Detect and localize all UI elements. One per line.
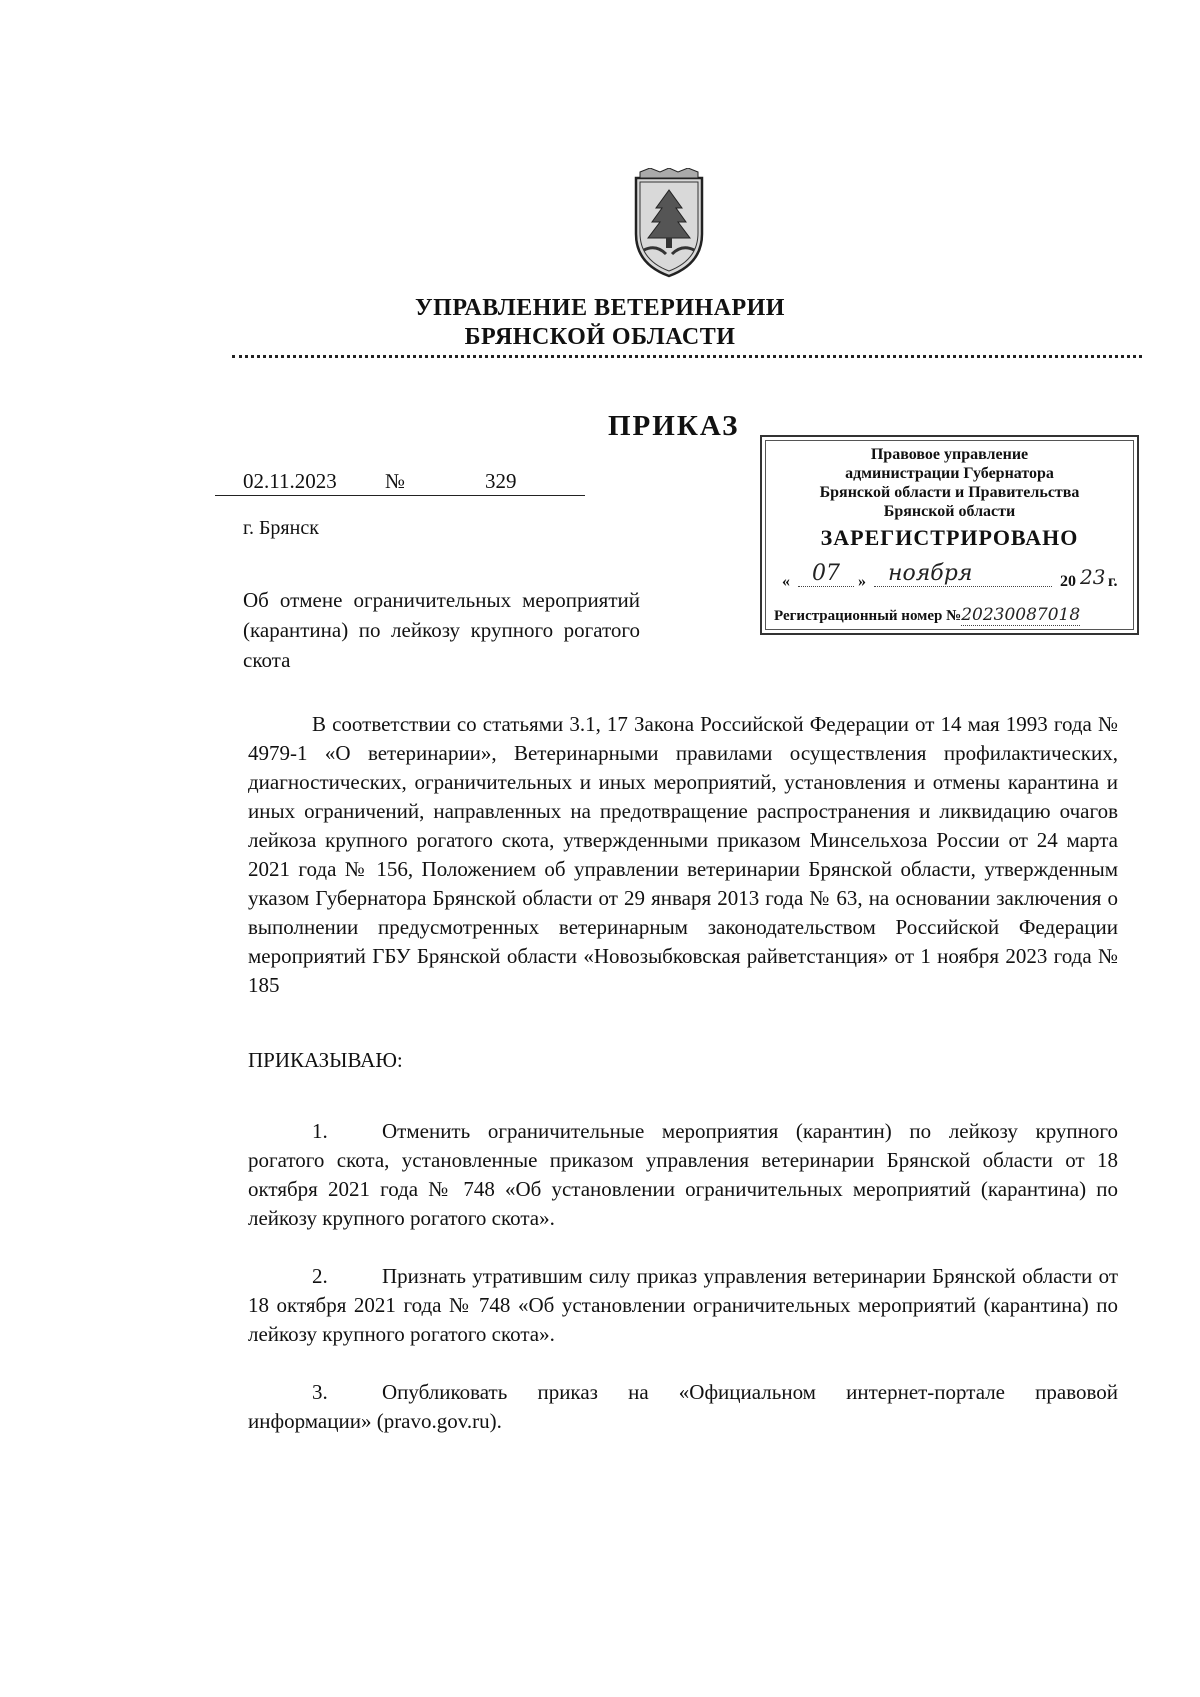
order-item-number: 2. — [312, 1264, 328, 1288]
stamp-org-line4: Брянской области — [883, 503, 1016, 520]
order-word: ПРИКАЗЫВАЮ: — [248, 1048, 403, 1072]
stamp-regno-row — [774, 605, 1129, 625]
stamp-org-line1: Правовое управление — [870, 446, 1029, 463]
stamp-regno-label: Регистрационный номер № — [774, 608, 962, 624]
document-subject: Об отмене ограничительных мероприятий (карантина) по лейкозу крупного рогатого скота — [243, 588, 640, 672]
order-item-text: Опубликовать приказ на «Официальном интернет-портале правовой информации» (pravo.gov.ru). — [248, 1380, 1118, 1433]
order-item-text: Отменить ограничительные мероприятия (карантин) по лейкозу крупного рогатого скота, установленные приказом управления ветеринарии Брянской области от 18 октября 2021 года № 748 «Об установлении ограничительных мероприятий (карантина) по лейкозу крупного рогатого скота». — [248, 1119, 1118, 1230]
stamp-close-quote: » — [858, 573, 866, 590]
stamp-year-prefix: 20 — [1060, 573, 1076, 590]
header-divider — [232, 355, 1142, 358]
order-item-3 — [248, 1378, 1118, 1436]
stamp-registered-label: ЗАРЕГИСТРИРОВАНО — [820, 525, 1079, 550]
stamp-day: 07 — [798, 561, 854, 587]
order-item-2 — [248, 1262, 1118, 1349]
stamp-year-letter: г. — [1108, 573, 1118, 590]
org-name-line2: БРЯНСКОЙ ОБЛАСТИ — [464, 324, 736, 350]
stamp-org-line2: администрации Губернатора — [845, 465, 1054, 482]
registration-stamp — [760, 435, 1139, 635]
order-item-1 — [248, 1117, 1118, 1233]
org-name-line1: УПРАВЛЕНИЕ ВЕТЕРИНАРИИ — [415, 295, 785, 321]
document-number: 329 — [485, 469, 517, 493]
order-item-number: 3. — [312, 1380, 328, 1404]
stamp-date-row — [782, 563, 1124, 593]
stamp-open-quote: « — [782, 573, 790, 590]
order-item-number: 1. — [312, 1119, 328, 1143]
coat-of-arms-icon — [630, 168, 708, 282]
preamble-paragraph: В соответствии со статьями 3.1, 17 Закона Российской Федерации от 14 мая 1993 года № 4979-1 «О ветеринарии», Ветеринарными правилами осуществления профилактических, диагностических, ограничительных и иных мероприятий, установления и отмены карантина и иных ограничений, направленных на предотвращение распространения и ликвидацию очагов лейкоза крупного рогатого скота, утвержденными приказом Минсельхоза России от 24 марта 2021 года № 156, Положением об управлении ветеринарии Брянской области, утвержденным указом Губернатора Брянской области от 29 января 2013 года № 63, на основании заключения о выполнении предусмотренных ветеринарным законодательством Российской Федерации мероприятий ГБУ Брянской области «Новозыбковская райветстанция» от 1 ноября 2023 года № 185 — [248, 712, 1118, 997]
stamp-regno-value: 20230087018 — [961, 605, 1081, 625]
stamp-month: ноября — [874, 561, 1052, 587]
stamp-org-line3: Брянской области и Правительства — [819, 484, 1080, 501]
order-item-text: Признать утратившим силу приказ управления ветеринарии Брянской области от 18 октября 2021 года № 748 «Об установлении ограничительных мероприятий (карантина) по лейкозу крупного рогатого скота». — [248, 1264, 1118, 1346]
date-number-line — [215, 467, 585, 496]
document-type-title: ПРИКАЗ — [608, 410, 740, 442]
stamp-year-suffix: 23 — [1080, 565, 1106, 589]
document-date: 02.11.2023 — [243, 469, 337, 493]
number-sign: № — [385, 469, 406, 493]
document-place: г. Брянск — [243, 517, 319, 539]
